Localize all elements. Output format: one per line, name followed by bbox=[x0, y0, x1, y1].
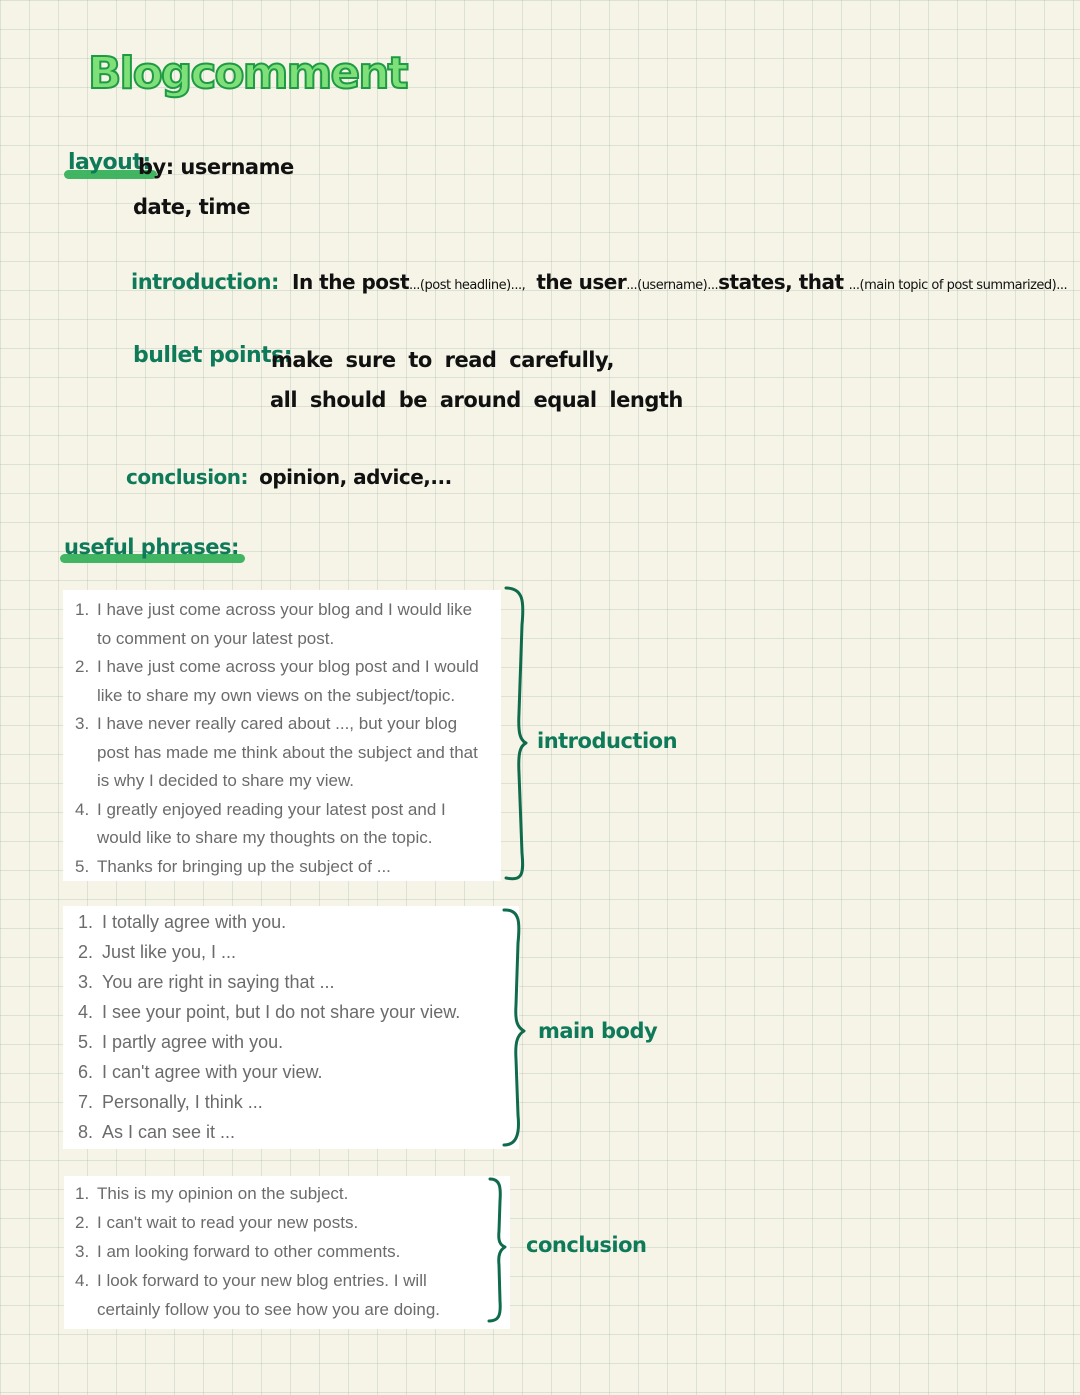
conclusion-side-label: conclusion bbox=[526, 1233, 647, 1257]
list-item bbox=[78, 1117, 460, 1147]
useful-phrases-label bbox=[64, 535, 239, 559]
body-side-label: main body bbox=[538, 1019, 658, 1043]
list-number: 8. bbox=[78, 1122, 94, 1142]
list-item bbox=[78, 997, 460, 1027]
list-number: 2. bbox=[75, 657, 90, 676]
list-number: 6. bbox=[78, 1062, 94, 1082]
list-item bbox=[75, 1237, 440, 1266]
list-line: I see your point, but I do not share your view. bbox=[102, 1002, 461, 1022]
list-item bbox=[75, 596, 479, 653]
list-number: 2. bbox=[78, 942, 94, 962]
list-line: I can't wait to read your new posts. bbox=[97, 1213, 359, 1232]
list-number: 5. bbox=[75, 856, 90, 876]
list-line: Just like you, I ... bbox=[102, 942, 237, 962]
bullet-points-label: bullet points: bbox=[133, 343, 293, 368]
list-number: 3. bbox=[78, 972, 94, 992]
conclusion-phrases-list bbox=[75, 1179, 440, 1324]
list-item bbox=[78, 907, 460, 937]
list-item bbox=[75, 796, 479, 853]
intro-text-b: ...(post headline)..., bbox=[409, 278, 526, 293]
list-line: Personally, I think ... bbox=[102, 1092, 263, 1112]
list-number: 1. bbox=[75, 600, 90, 619]
layout-line-1: by: username bbox=[138, 155, 294, 179]
body-phrases-list bbox=[78, 907, 460, 1147]
bullet-points-line-2: all should be around equal length bbox=[270, 388, 683, 412]
list-line: I partly agree with you. bbox=[102, 1032, 284, 1052]
list-item bbox=[75, 1208, 440, 1237]
list-line: Thanks for bringing up the subject of ... bbox=[97, 856, 391, 876]
list-item bbox=[78, 1057, 460, 1087]
conclusion-row bbox=[126, 465, 452, 489]
intro-phrases-list bbox=[75, 596, 479, 881]
list-number: 4. bbox=[75, 1271, 90, 1290]
list-line: to comment on your latest post. bbox=[97, 628, 335, 648]
list-line: I can't agree with your view. bbox=[102, 1062, 323, 1082]
list-item bbox=[78, 1087, 460, 1117]
intro-text-f: ...(main topic of post summarized)... bbox=[848, 278, 1068, 293]
list-number: 7. bbox=[78, 1092, 94, 1112]
intro-text-e: states, that bbox=[718, 270, 844, 294]
list-line: I have never really cared about ..., but your blog bbox=[97, 714, 458, 733]
list-number: 1. bbox=[75, 1184, 90, 1203]
list-item bbox=[75, 710, 479, 796]
list-item bbox=[78, 967, 460, 997]
list-item bbox=[78, 1027, 460, 1057]
page-title: Blogcomment bbox=[88, 48, 407, 99]
intro-phrases-box bbox=[63, 590, 501, 881]
list-line: I greatly enjoyed reading your latest post and I bbox=[97, 799, 446, 819]
list-line: As I can see it ... bbox=[102, 1122, 236, 1142]
list-number: 3. bbox=[75, 714, 90, 733]
intro-side-label: introduction bbox=[537, 729, 678, 753]
intro-text-c: the user bbox=[536, 270, 627, 294]
list-line: is why I decided to share my view. bbox=[97, 771, 355, 790]
list-line: I have just come across your blog post and I would bbox=[97, 657, 479, 676]
list-line: I look forward to your new blog entries. I will bbox=[97, 1271, 427, 1290]
useful-phrases-label-text: useful phrases: bbox=[64, 535, 239, 559]
intro-text-a: In the post bbox=[292, 270, 410, 294]
list-item bbox=[75, 853, 479, 882]
list-number: 2. bbox=[75, 1213, 90, 1232]
list-number: 5. bbox=[78, 1032, 94, 1052]
layout-line-2: date, time bbox=[133, 195, 251, 219]
body-phrases-box bbox=[63, 906, 519, 1149]
list-item bbox=[75, 1266, 440, 1324]
conclusion-brace-icon bbox=[485, 1175, 515, 1325]
list-line: post has made me think about the subject and that bbox=[97, 742, 478, 762]
list-line: You are right in saying that ... bbox=[102, 972, 335, 992]
intro-text-d: ...(username)... bbox=[626, 278, 719, 293]
list-item bbox=[75, 653, 479, 710]
layout-label-text: layout: bbox=[68, 150, 151, 175]
list-line: This is my opinion on the subject. bbox=[97, 1184, 349, 1203]
list-line: would like to share my thoughts on the topic. bbox=[97, 828, 433, 847]
body-brace-icon bbox=[500, 905, 540, 1150]
list-number: 4. bbox=[75, 799, 90, 819]
conclusion-phrases-box bbox=[64, 1176, 510, 1329]
conclusion-text: opinion, advice,... bbox=[259, 465, 452, 489]
bullet-points-line-1: make sure to read carefully, bbox=[271, 348, 614, 372]
list-line: I have just come across your blog and I would like bbox=[97, 600, 473, 619]
list-item bbox=[75, 1179, 440, 1208]
list-line: certainly follow you to see how you are doing. bbox=[97, 1300, 441, 1319]
introduction-label: introduction: bbox=[131, 270, 279, 294]
list-number: 3. bbox=[75, 1242, 90, 1261]
list-number: 4. bbox=[78, 1002, 94, 1022]
list-line: like to share my own views on the subject/topic. bbox=[97, 685, 456, 705]
list-item bbox=[78, 937, 460, 967]
introduction-row bbox=[131, 270, 1067, 294]
conclusion-label: conclusion: bbox=[126, 465, 249, 489]
list-line: I totally agree with you. bbox=[102, 912, 287, 932]
list-line: I am looking forward to other comments. bbox=[97, 1242, 401, 1261]
list-number: 1. bbox=[78, 912, 94, 932]
intro-brace-icon bbox=[500, 585, 540, 885]
